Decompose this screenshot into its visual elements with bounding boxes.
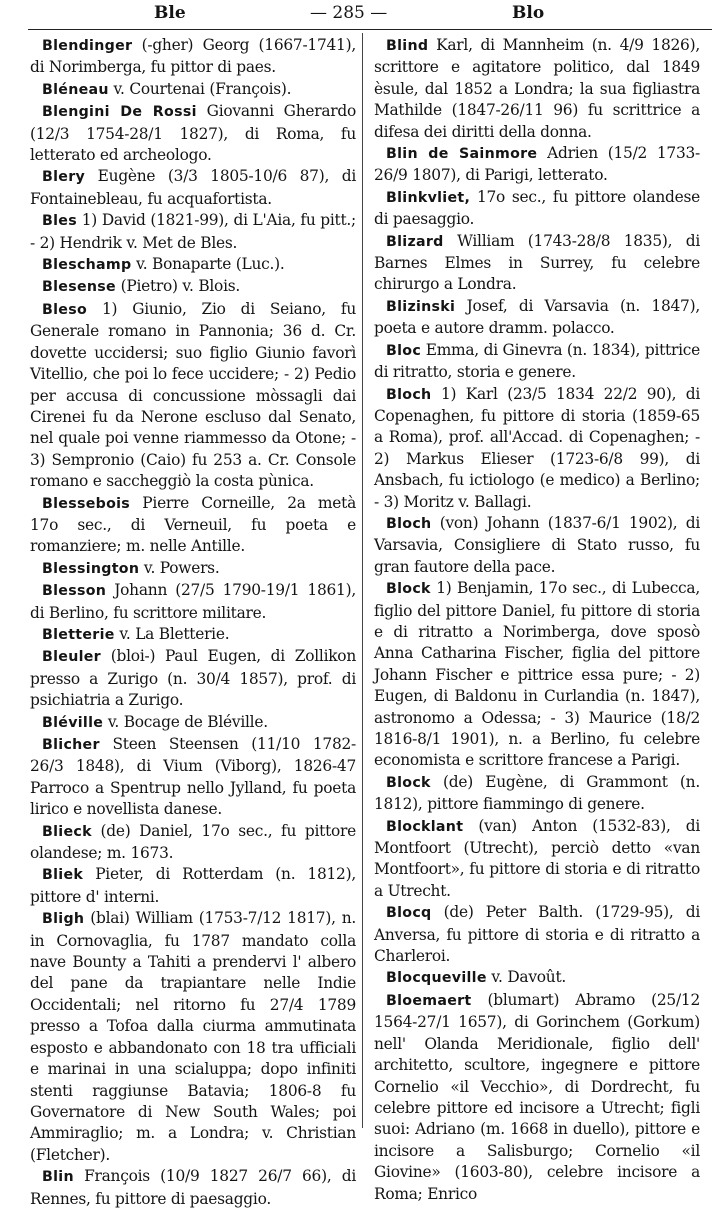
dictionary-entry <box>30 646 356 711</box>
entry-headword: Blinkvliet, <box>386 189 471 206</box>
entry-text: Adrien (15/2 1733-26/9 1807), di Parigi, letterato. <box>374 144 700 185</box>
header-rule <box>28 29 712 30</box>
entry-headword: Bleschamp <box>42 257 132 274</box>
entry-text: (de) Peter Balth. (1729-95), di Anversa, fu pittore di storia e di ritratto a Charleroi. <box>374 903 700 966</box>
dictionary-entry <box>374 340 700 384</box>
dictionary-entry <box>374 816 700 903</box>
entry-text: Eugène (3/3 1805-10/6 87), di Fontainebleau, fu acquafortista. <box>30 167 356 208</box>
entry-text: 1) Giunio, Zio di Seiano, fu Generale romano in Pannonia; 36 d. Cr. dovette uccidersi; suo figlio Giunio favorì Vitellio, che poi lo fece uccidere; - 2) Pedio per accusa di concussione mòssagli dai Cirenei fu da Nerone escluso dal Senato, nel quale poi venne riammesso da Otone; - 3) Sempronio (Caio) fu 253 a. Cr. Console romano e saccheggiò la costa pùnica. <box>30 299 356 491</box>
dictionary-entry <box>30 276 356 298</box>
entry-headword: Bléville <box>42 714 104 731</box>
entry-headword: Blieck <box>42 823 92 840</box>
entry-text: v. Powers. <box>139 558 220 577</box>
entry-text: (de) Daniel, 17o sec., fu pittore olandese; m. 1673. <box>30 821 356 863</box>
entry-headword: Blind <box>386 38 429 54</box>
dictionary-entry <box>30 35 356 79</box>
dictionary-entry <box>374 35 700 143</box>
running-head-left: Ble <box>154 3 186 23</box>
entry-headword: Blocqueville <box>386 970 487 987</box>
dictionary-entry <box>30 1166 356 1210</box>
entry-text: (bloi-) Paul Eugen, di Zollikon presso a Zurigo (n. 30/4 1857), prof. di psichiatria a Zurigo. <box>30 647 356 710</box>
dictionary-entry <box>30 210 356 254</box>
entry-text: 1) David (1821-99), di L'Aia, fu pitt.; - 2) Hendrik v. Met de Bles. <box>30 211 356 252</box>
entry-text: Karl, di Mannheim (n. 4/9 1826), scrittore e agitatore politico, dal 1849 èsule, dal 1852 a Londra; la sua figliastra Mathilde (1847-26/11 96) fu scrittrice a difesa dei diritti della donna. <box>374 36 700 141</box>
entry-headword: Bles <box>42 213 77 230</box>
entry-text: (van) Anton (1532-83), di Montfoort (Utrecht), perciò detto «van Montfoort», fu pittore di storia e di ritratto a Utrecht. <box>374 816 700 900</box>
entry-headword: Blocq <box>386 905 432 922</box>
entry-headword: Blessington <box>42 560 140 577</box>
entry-headword: Blendinger <box>42 38 133 54</box>
entry-text: (blumart) Abramo (25/12 1564-27/1 1657), di Gorinchem (Gorkum) nell' Olanda Meridionale, figlio dell' architetto, scultore, ingegnere e pittore Cornelio «il Vecchio», di Dordrecht, fu celebre pittore ed incisore a Utrecht; figli suoi: Adriano (m. 1668 in duello), pittore e incisore a Salisburgo; Cornelio «il Giovine» (1603-80), celebre incisore a Roma; Enrico <box>374 990 700 1203</box>
entry-text: (Pietro) v. Blois. <box>115 277 241 296</box>
dictionary-entry <box>30 254 356 276</box>
entry-text: Pierre Corneille, 2a metà 17o sec., di Verneuil, fu poeta e romanziere; m. nelle Antille. <box>30 493 356 556</box>
entry-text: 1) Benjamin, 17o sec., di Lubecca, figlio del pittore Daniel, fu pittore di storia e di ritratto a Norimberga, dove sposò Anna Catharina Fischer, figlia del pittore Johann Fischer e pittrice essa pure; - 2) Eugen, di Baldonu in Curlandia (n. 1847), astronomo a Odessa; - 3) Maurice (18/2 1816-8/1 1901), n. a Berlino, fu celebre economista e scrittore francese a Parigi. <box>374 579 700 770</box>
entry-headword: Block <box>386 774 431 791</box>
entry-headword: Blery <box>42 169 86 186</box>
entry-headword: Bloch <box>386 386 432 403</box>
column-divider <box>362 33 363 1128</box>
entry-text: v. La Bletterie. <box>114 624 230 643</box>
entry-text: Johann (27/5 1790-19/1 1861), di Berlino, fu scrittore militare. <box>30 581 356 622</box>
entry-text: Emma, di Ginevra (n. 1834), pittrice di ritratto, storia e genere. <box>374 340 700 382</box>
dictionary-entry <box>30 493 356 558</box>
dictionary-entry <box>30 734 356 821</box>
entry-text: Steen Steensen (11/10 1782-26/3 1848), di Vium (Viborg), 1826-47 Parroco a Spentrup nello Jylland, fu poeta lirico e novellista danese. <box>30 735 356 819</box>
dictionary-entry <box>374 384 700 513</box>
entry-headword: Blengini De Rossi <box>42 104 197 121</box>
entry-text: v. Courtenai (François). <box>108 79 292 98</box>
dictionary-entry <box>30 558 356 580</box>
dictionary-entry <box>30 821 356 865</box>
entry-headword: Blin <box>42 1169 74 1186</box>
entry-headword: Bleuler <box>42 649 101 666</box>
entry-text: François (10/9 1827 26/7 66), di Rennes, fu pittore di paesaggio. <box>30 1167 356 1208</box>
dictionary-entry <box>374 902 700 967</box>
entry-headword: Bloch <box>386 515 432 532</box>
entry-text: v. Bocage de Bléville. <box>103 712 268 731</box>
entry-headword: Blocklant <box>386 818 464 835</box>
entry-text: (de) Eugène, di Grammont (n. 1812), pittore fiammingo di genere. <box>374 772 700 814</box>
dictionary-entry <box>30 712 356 734</box>
dictionary-entry <box>374 513 700 578</box>
entry-headword: Bléneau <box>42 81 109 98</box>
entry-headword: Blizard <box>386 233 444 250</box>
entry-text: (von) Johann (1837-6/1 1902), di Varsavia, Consigliere di Stato russo, fu gran fautore della pace. <box>374 513 700 576</box>
dictionary-entry <box>30 79 356 101</box>
entry-headword: Bletterie <box>42 626 115 643</box>
dictionary-entry <box>374 187 700 231</box>
entry-headword: Block <box>386 581 431 598</box>
running-head-right: Blo <box>512 3 545 23</box>
entry-headword: Blessebois <box>42 495 131 512</box>
entry-text: William (1743-28/8 1835), di Barnes Elmes in Surrey, fu celebre chirurgo a Londra. <box>374 231 700 294</box>
dictionary-entry <box>30 580 356 624</box>
entry-text: v. Bonaparte (Luc.). <box>131 255 285 274</box>
right-column <box>374 35 700 1203</box>
entry-text: Pieter, di Rotterdam (n. 1812), pittore d' interni. <box>30 865 356 906</box>
entry-headword: Blesense <box>42 279 116 296</box>
entry-headword: Blizinski <box>386 298 456 315</box>
entry-headword: Bligh <box>42 911 85 928</box>
dictionary-entry <box>30 101 356 166</box>
entry-text: 1) Karl (23/5 1834 22/2 90), di Copenaghen, fu pittore di storia (1859-65 a Roma), prof. all'Accad. di Copenaghen; - 2) Markus Elieser (1723-6/8 99), di Ansbach, fu ictiologo (e medico) a Berlino; - 3) Moritz v. Ballagi. <box>374 384 700 511</box>
page-number: — 285 — <box>310 3 388 23</box>
entry-headword: Bloc <box>386 342 422 359</box>
entry-headword: Blicher <box>42 737 100 753</box>
entry-text: Giovanni Gherardo (12/3 1754-28/1 1827), di Roma, fu letterato ed archeologo. <box>30 102 356 165</box>
dictionary-entry <box>30 299 356 493</box>
left-column <box>30 35 356 1208</box>
entry-headword: Bliek <box>42 867 84 884</box>
dictionary-entry <box>374 772 700 816</box>
dictionary-entry <box>374 143 700 187</box>
page-header <box>0 0 718 28</box>
entry-text: Josef, di Varsavia (n. 1847), poeta e autore dramm. polacco. <box>374 296 700 338</box>
entry-text: 17o sec., fu pittore olandese di paesaggio. <box>374 187 700 229</box>
dictionary-entry <box>30 908 356 1166</box>
dictionary-entry <box>374 967 700 989</box>
dictionary-entry <box>374 231 700 296</box>
dictionary-entry <box>30 624 356 646</box>
entry-text: (blai) William (1753-7/12 1817), n. in Cornovaglia, fu 1787 mandato colla nave Bounty a Tahiti a prendervi l' albero del pane da trapiantare nelle Indie Occidentali; nel ritorno fu 27/4 1789 presso a Tofoa dalla ciurma ammutinata esposto e abbandonato con 18 tra ufficiali e marinai in una scialuppa; dopo infiniti stenti raggiunse Batavia; 1806-8 fu Governatore di New South Wales; poi Ammiraglio; m. a Londra; v. Christian (Fletcher). <box>30 909 356 1164</box>
entry-text: v. Davoût. <box>486 968 567 987</box>
entry-headword: Bloemaert <box>386 992 472 1009</box>
entry-text: (-gher) Georg (1667-1741), di Norimberga, fu pittor di paes. <box>30 36 356 77</box>
dictionary-entry <box>374 578 700 772</box>
entry-headword: Blin de Sainmore <box>386 146 538 163</box>
entry-headword: Blesson <box>42 583 107 600</box>
dictionary-entry <box>374 990 700 1205</box>
dictionary-entry <box>374 296 700 340</box>
dictionary-entry <box>30 166 356 210</box>
dictionary-entry <box>30 864 356 908</box>
entry-headword: Bleso <box>42 301 87 318</box>
